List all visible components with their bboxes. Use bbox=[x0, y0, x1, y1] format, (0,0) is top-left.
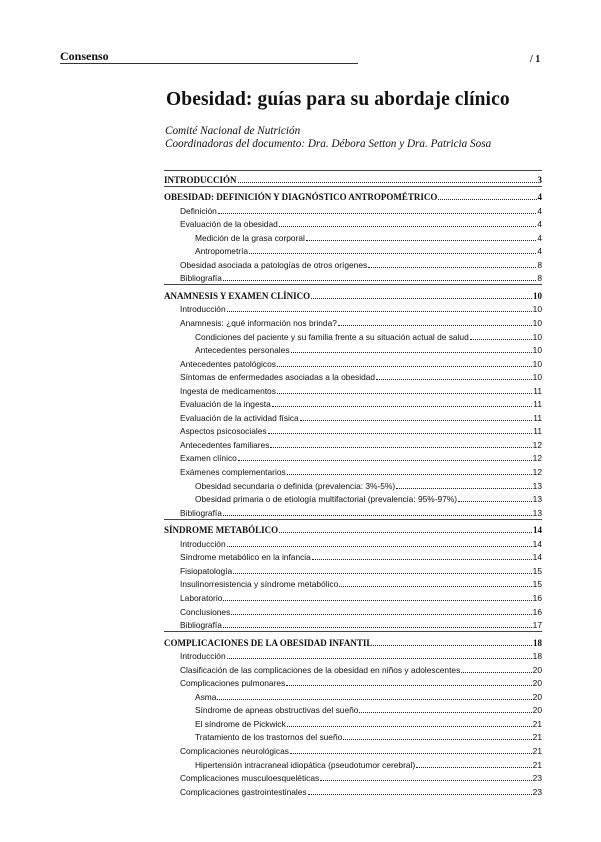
toc-entry-label: Fisiopatología bbox=[180, 565, 233, 576]
toc-entry-page: 21 bbox=[532, 759, 542, 770]
toc-entry-label: Ingesta de medicamentos bbox=[180, 385, 276, 396]
toc-entry[interactable] bbox=[164, 702, 542, 716]
toc-entry-label: ANAMNESIS Y EXAMEN CLÍNICO bbox=[164, 290, 311, 301]
toc-entry-label: Complicaciones gastrointestinales bbox=[180, 786, 307, 797]
toc-leader-dots bbox=[373, 645, 532, 646]
toc-section-entry[interactable] bbox=[164, 171, 542, 185]
toc-entry[interactable] bbox=[164, 783, 542, 797]
toc-entry-page: 11 bbox=[533, 426, 542, 437]
toc-entry-page: 3 bbox=[537, 174, 542, 185]
header-rule bbox=[60, 63, 358, 64]
toc-entry-label: Bibliografía bbox=[180, 507, 222, 518]
toc-entry[interactable] bbox=[164, 216, 542, 230]
toc-leader-dots bbox=[338, 325, 532, 326]
toc-entry[interactable] bbox=[164, 342, 542, 356]
toc-leader-dots bbox=[238, 460, 532, 461]
running-header-page: / 1 bbox=[530, 54, 541, 65]
toc-entry-label: Tratamiento de los trastornos del sueño bbox=[195, 732, 343, 743]
toc-leader-dots bbox=[227, 311, 532, 312]
toc-leader-dots bbox=[287, 726, 532, 727]
toc-section-entry[interactable] bbox=[164, 522, 542, 536]
toc-entry[interactable] bbox=[164, 562, 542, 576]
toc-entry-page: 16 bbox=[532, 592, 542, 603]
toc-entry[interactable] bbox=[164, 576, 542, 590]
toc-entry[interactable] bbox=[164, 675, 542, 689]
toc-leader-dots bbox=[306, 240, 536, 241]
toc-entry-page: 18 bbox=[533, 637, 542, 648]
toc-entry[interactable] bbox=[164, 477, 542, 491]
toc-entry[interactable] bbox=[164, 770, 542, 784]
toc-entry[interactable] bbox=[164, 603, 542, 617]
toc-entry-page: 10 bbox=[533, 290, 542, 301]
toc-leader-dots bbox=[238, 182, 537, 183]
toc-entry-label: Obesidad primaria o de etiología multifactorial (prevalencia: 95%-97%) bbox=[195, 494, 458, 505]
toc-entry-label: Evaluación de la actividad física bbox=[180, 412, 299, 423]
running-header-section: Consenso bbox=[60, 49, 109, 63]
toc-entry[interactable] bbox=[164, 229, 542, 243]
toc-leader-dots bbox=[376, 379, 532, 380]
toc-entry-label: Insulinorresistencia y síndrome metabólico bbox=[180, 579, 339, 590]
toc-leader-dots bbox=[458, 501, 532, 502]
toc-leader-dots bbox=[227, 658, 532, 659]
toc-entry-label: Evaluación de la obesidad bbox=[180, 219, 278, 230]
toc-entry-page: 8 bbox=[537, 259, 542, 270]
toc-entry-label: Exámenes complementarios bbox=[180, 467, 286, 478]
toc-entry-label: Clasificación de las complicaciones de la obesidad en niños y adolescentes bbox=[180, 664, 461, 675]
authors-block bbox=[165, 125, 491, 151]
toc-entry-page: 20 bbox=[532, 664, 542, 675]
toc-leader-dots bbox=[461, 672, 531, 673]
toc-entry[interactable] bbox=[164, 301, 542, 315]
toc-entry-page: 21 bbox=[532, 732, 542, 743]
toc-entry-label: Aspectos psicosociales bbox=[180, 426, 267, 437]
toc-entry-label: Condiciones del paciente y su familia frente a su situación actual de salud bbox=[195, 331, 469, 342]
toc-entry[interactable] bbox=[164, 409, 542, 423]
toc-leader-dots bbox=[233, 573, 532, 574]
toc-entry-label: OBESIDAD: DEFINICIÓN Y DIAGNÓSTICO ANTROPOMÉTRICO bbox=[164, 192, 438, 203]
toc-entry-label: Complicaciones neurológicas bbox=[180, 745, 289, 756]
toc-entry-page: 10 bbox=[532, 331, 542, 342]
toc-entry-page: 10 bbox=[532, 372, 542, 383]
toc-entry[interactable] bbox=[164, 715, 542, 729]
toc-entry[interactable] bbox=[164, 314, 542, 328]
toc-entry[interactable] bbox=[164, 491, 542, 505]
toc-entry-label: Evaluación de la ingesta bbox=[180, 399, 271, 410]
toc-entry-label: Obesidad secundaria o definida (prevalencia: 3%-5%) bbox=[195, 480, 396, 491]
toc-entry-label: Definición bbox=[180, 205, 217, 216]
toc-entry-page: 10 bbox=[532, 358, 542, 369]
toc-entry-page: 12 bbox=[532, 453, 542, 464]
toc-entry[interactable] bbox=[164, 423, 542, 437]
toc-entry[interactable] bbox=[164, 436, 542, 450]
toc-leader-dots bbox=[312, 559, 532, 560]
toc-entry-page: 12 bbox=[532, 467, 542, 478]
toc-entry-page: 11 bbox=[533, 399, 542, 410]
toc-entry[interactable] bbox=[164, 256, 542, 270]
toc-entry-label: Antecedentes patológicos bbox=[180, 358, 276, 369]
toc-entry-label: El síndrome de Pickwick bbox=[195, 718, 286, 729]
toc-leader-dots bbox=[343, 739, 531, 740]
toc-leader-dots bbox=[368, 267, 536, 268]
toc-leader-dots bbox=[277, 393, 532, 394]
toc-leader-dots bbox=[218, 213, 537, 214]
toc-entry-page: 4 bbox=[537, 232, 542, 243]
toc-entry[interactable] bbox=[164, 450, 542, 464]
toc-leader-dots bbox=[277, 366, 532, 367]
toc-entry-page: 4 bbox=[537, 219, 542, 230]
toc-leader-dots bbox=[223, 515, 532, 516]
toc-leader-dots bbox=[270, 447, 531, 448]
toc-entry-label: Medición de la grasa corporal bbox=[195, 232, 305, 243]
toc-entry-label: Bibliografía bbox=[180, 620, 222, 631]
toc-entry-page: 20 bbox=[532, 691, 542, 702]
toc-leader-dots bbox=[272, 406, 533, 407]
toc-entry-page: 20 bbox=[532, 705, 542, 716]
toc-entry-label: Asma bbox=[195, 691, 217, 702]
toc-entry-label: COMPLICACIONES DE LA OBESIDAD INFANTIL bbox=[164, 637, 373, 648]
toc-entry[interactable] bbox=[164, 756, 542, 770]
toc-section-entry[interactable] bbox=[164, 287, 542, 301]
toc-leader-dots bbox=[227, 546, 532, 547]
toc-leader-dots bbox=[308, 794, 532, 795]
toc-leader-dots bbox=[223, 600, 531, 601]
toc-leader-dots bbox=[279, 532, 532, 533]
document-title: Obesidad: guías para su abordaje clínico bbox=[166, 89, 510, 110]
toc-entry-label: Introducción bbox=[180, 304, 226, 315]
toc-entry-page: 23 bbox=[532, 773, 542, 784]
toc-entry-label: Bibliografía bbox=[180, 273, 222, 284]
toc-leader-dots bbox=[416, 767, 531, 768]
toc-entry-label: Laboratorio bbox=[180, 592, 223, 603]
toc-entry[interactable] bbox=[164, 463, 542, 477]
toc-entry-page: 10 bbox=[532, 345, 542, 356]
toc-entry-label: Introducción bbox=[180, 538, 226, 549]
toc-section-entry[interactable] bbox=[164, 189, 542, 203]
toc-entry-label: Síntomas de enfermedades asociadas a la obesidad bbox=[180, 372, 376, 383]
toc-entry[interactable] bbox=[164, 742, 542, 756]
toc-entry-page: 11 bbox=[533, 412, 542, 423]
toc-entry-page: 23 bbox=[532, 786, 542, 797]
toc-entry[interactable] bbox=[164, 202, 542, 216]
toc-entry[interactable] bbox=[164, 355, 542, 369]
toc-entry-page: 8 bbox=[537, 273, 542, 284]
toc-entry[interactable] bbox=[164, 504, 542, 518]
toc-entry-label: Conclusiones bbox=[180, 606, 231, 617]
toc-entry-page: 15 bbox=[532, 579, 542, 590]
toc-leader-dots bbox=[438, 199, 536, 200]
toc-entry-page: 21 bbox=[532, 718, 542, 729]
toc-entry[interactable] bbox=[164, 382, 542, 396]
toc-leader-dots bbox=[223, 280, 536, 281]
toc-entry-page: 20 bbox=[532, 678, 542, 689]
toc-leader-dots bbox=[217, 699, 531, 700]
coordinators-line: Coordinadoras del documento: Dra. Débora Setton y Dra. Patricia Sosa bbox=[165, 138, 492, 150]
toc-leader-dots bbox=[290, 753, 532, 754]
toc-entry[interactable] bbox=[164, 396, 542, 410]
toc-leader-dots bbox=[287, 474, 532, 475]
toc-leader-dots bbox=[320, 780, 531, 781]
toc-entry-label: Complicaciones musculoesqueléticas bbox=[180, 773, 320, 784]
toc-entry-label: Introducción bbox=[180, 651, 226, 662]
toc-entry[interactable] bbox=[164, 549, 542, 563]
toc-entry-label: Hipertensión intracraneal idiopática (pseudotumor cerebral) bbox=[195, 759, 416, 770]
toc-entry-label: Obesidad asociada a patologías de otros orígenes bbox=[180, 259, 368, 270]
toc-leader-dots bbox=[286, 685, 531, 686]
toc-entry-label: Antropometría bbox=[195, 246, 249, 257]
committee-name: Comité Nacional de Nutrición bbox=[165, 125, 301, 137]
toc-entry-label: Anamnesis: ¿qué información nos brinda? bbox=[180, 318, 337, 329]
toc-leader-dots bbox=[279, 226, 537, 227]
toc-entry-page: 18 bbox=[532, 651, 542, 662]
toc-entry[interactable] bbox=[164, 369, 542, 383]
toc-entry[interactable] bbox=[164, 648, 542, 662]
toc-entry-page: 10 bbox=[532, 304, 542, 315]
toc-entry[interactable] bbox=[164, 729, 542, 743]
toc-entry-page: 16 bbox=[532, 606, 542, 617]
toc-entry-label: Examen clínico bbox=[180, 453, 237, 464]
toc-leader-dots bbox=[311, 298, 532, 299]
toc-entry-page: 10 bbox=[532, 318, 542, 329]
toc-leader-dots bbox=[223, 627, 532, 628]
toc-section-entry[interactable] bbox=[164, 634, 542, 648]
toc-entry-label: Síndrome metabólico en la infancia bbox=[180, 552, 311, 563]
toc-entry[interactable] bbox=[164, 535, 542, 549]
toc-entry-page: 21 bbox=[532, 745, 542, 756]
toc-entry-label: INTRODUCCIÓN bbox=[164, 174, 237, 185]
toc-entry-label: Antecedentes personales bbox=[195, 345, 290, 356]
toc-entry[interactable] bbox=[164, 270, 542, 284]
toc-entry-page: 14 bbox=[532, 538, 542, 549]
toc-entry-page: 14 bbox=[532, 552, 542, 563]
toc-entry-page: 4 bbox=[537, 192, 542, 203]
toc-entry[interactable] bbox=[164, 328, 542, 342]
toc-entry-label: Antecedentes familiares bbox=[180, 439, 270, 450]
table-of-contents bbox=[164, 170, 542, 797]
toc-leader-dots bbox=[339, 586, 531, 587]
toc-leader-dots bbox=[359, 712, 531, 713]
toc-entry-label: Complicaciones pulmonares bbox=[180, 678, 286, 689]
toc-entry[interactable] bbox=[164, 243, 542, 257]
toc-entry-page: 15 bbox=[532, 565, 542, 576]
toc-leader-dots bbox=[268, 433, 533, 434]
toc-entry-label: Síndrome de apneas obstructivas del sueño bbox=[195, 705, 359, 716]
toc-entry[interactable] bbox=[164, 589, 542, 603]
toc-leader-dots bbox=[231, 614, 531, 615]
toc-entry-page: 13 bbox=[532, 507, 542, 518]
toc-entry-label: SÍNDROME METABÓLICO bbox=[164, 525, 279, 536]
toc-entry[interactable] bbox=[164, 617, 542, 631]
toc-entry[interactable] bbox=[164, 661, 542, 675]
toc-leader-dots bbox=[470, 339, 532, 340]
toc-leader-dots bbox=[300, 420, 533, 421]
toc-leader-dots bbox=[396, 488, 531, 489]
toc-entry-page: 13 bbox=[532, 494, 542, 505]
toc-entry-page: 4 bbox=[537, 205, 542, 216]
toc-entry-page: 17 bbox=[532, 620, 542, 631]
toc-entry-page: 11 bbox=[533, 385, 542, 396]
toc-leader-dots bbox=[291, 352, 532, 353]
toc-entry-page: 4 bbox=[537, 246, 542, 257]
toc-entry-page: 12 bbox=[532, 439, 542, 450]
toc-entry[interactable] bbox=[164, 688, 542, 702]
toc-entry-page: 13 bbox=[532, 480, 542, 491]
toc-entry-page: 14 bbox=[533, 525, 542, 536]
toc-leader-dots bbox=[249, 253, 536, 254]
